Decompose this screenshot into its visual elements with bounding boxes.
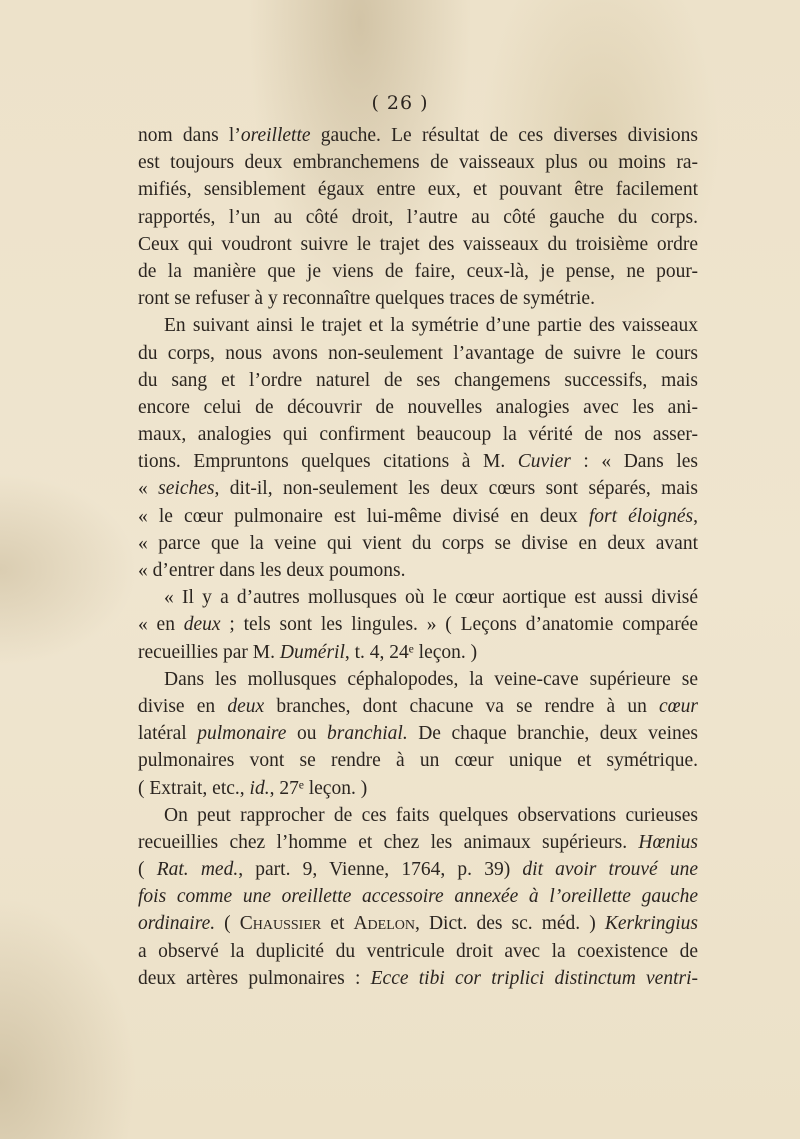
text-run: divise en xyxy=(138,695,228,717)
italic-text: id. xyxy=(249,777,270,799)
small-caps-text: Chaussier xyxy=(239,913,322,935)
text-run: On peut rapprocher de ces faits quelques observations curieuses xyxy=(164,804,698,826)
text-line xyxy=(138,557,698,584)
text-run: « parce que la veine qui vient du corps se divise en deux avant xyxy=(138,532,698,554)
text-run: En suivant ainsi le trajet et la symétrie d’une partie des vaisseaux xyxy=(164,315,698,337)
text-run: est toujours deux embranchemens de vaisseaux plus ou moins ra- xyxy=(138,152,698,174)
text-line xyxy=(138,965,698,992)
text-run: , dit-il, non-seulement les deux cœurs sont séparés, mais xyxy=(214,478,699,500)
text-line xyxy=(138,666,698,693)
text-line xyxy=(138,938,698,965)
text-run: « d’entrer dans les deux poumons. xyxy=(138,560,406,581)
italic-text: seiches xyxy=(158,478,215,500)
text-line xyxy=(138,856,698,883)
text-line xyxy=(138,475,698,502)
small-caps-text: Adelon xyxy=(353,913,415,935)
text-line xyxy=(138,503,698,530)
body-text xyxy=(138,122,698,992)
text-line xyxy=(138,285,698,312)
text-line xyxy=(138,448,698,475)
text-line xyxy=(138,312,698,339)
text-line xyxy=(138,231,698,258)
text-run: et xyxy=(321,913,354,935)
text-run: du corps, nous avons non-seulement l’avantage de suivre le cours xyxy=(138,342,698,364)
text-run: « Il y a d’autres mollusques où le cœur aortique est aussi divisé xyxy=(164,587,698,609)
text-run: « en xyxy=(138,614,184,636)
text-run: nom dans l’ xyxy=(138,125,241,146)
italic-text: Ecce tibi cor triplici distinctum ventri- xyxy=(370,967,698,989)
italic-text: dit avoir trouvé une xyxy=(522,859,698,881)
text-line xyxy=(138,910,698,937)
text-run: tions. Empruntons quelques citations à M. xyxy=(138,451,518,473)
italic-text: deux xyxy=(183,614,221,636)
text-run: ; tels sont les lingules. » ( Leçons d’anatomie comparée xyxy=(220,614,699,636)
text-line xyxy=(138,421,698,448)
text-line xyxy=(138,720,698,747)
text-line xyxy=(138,340,698,367)
text-line xyxy=(138,883,698,910)
italic-text: branchial. xyxy=(326,723,408,745)
text-line xyxy=(138,367,698,394)
text-run: ou xyxy=(286,723,327,745)
italic-text: oreillette xyxy=(240,125,311,146)
text-run: recueillies par M. xyxy=(138,641,280,663)
text-run: rapportés, l’un au côté droit, l’autre au côté gauche du corps. xyxy=(138,206,698,228)
text-run: recueillies chez l’homme et chez les animaux supérieurs. xyxy=(138,831,639,853)
text-run: « le cœur pulmonaire est lui-même divisé en deux xyxy=(138,505,589,527)
text-line xyxy=(138,176,698,203)
text-run: De chaque branchie, deux veines xyxy=(407,723,698,745)
text-line xyxy=(138,829,698,856)
text-run: , Dict. des sc. méd. ) xyxy=(415,913,605,935)
text-line xyxy=(138,747,698,774)
text-run: Dans les mollusques céphalopodes, la veine-cave supérieure se xyxy=(164,668,698,690)
italic-text: pulmonaire xyxy=(197,723,287,745)
text-line xyxy=(138,394,698,421)
text-run: , xyxy=(693,505,698,527)
text-run: ( Extrait, etc., xyxy=(138,777,250,799)
italic-text: fois comme une oreillette accessoire annexée à l’oreillette gauche xyxy=(138,886,698,908)
text-line xyxy=(138,611,698,638)
page-number: ( 26 ) xyxy=(371,92,429,114)
italic-text: Rat. med. xyxy=(156,859,239,881)
italic-text: Duméril xyxy=(279,641,345,663)
text-run: : « Dans les xyxy=(570,451,698,473)
italic-text: fort éloignés xyxy=(588,505,694,527)
italic-text: Kerkringius xyxy=(604,913,698,935)
italic-text: Hœnius xyxy=(638,831,698,853)
text-run: a observé la duplicité du ventricule droit avec la coexistence de xyxy=(138,940,698,962)
text-run: pulmonaires vont se rendre à un cœur unique et symétrique. xyxy=(138,750,698,772)
text-run: branches, dont chacune va se rendre à un xyxy=(264,695,659,717)
text-run: mifiés, sensiblement égaux entre eux, et pouvant être facilement xyxy=(138,179,698,201)
text-run: , t. 4, 24ᵉ leçon. ) xyxy=(344,641,478,663)
text-line xyxy=(138,639,698,666)
text-run: gauche. Le résultat de ces diverses divisions xyxy=(310,125,698,146)
text-line xyxy=(138,802,698,829)
text-line xyxy=(138,204,698,231)
text-run: de la manière que je viens de faire, ceux-là, je pense, ne pour- xyxy=(138,260,698,282)
text-line xyxy=(138,775,698,802)
text-run: ront se refuser à y reconnaître quelques traces de symétrie. xyxy=(138,288,595,310)
italic-text: ordinaire. xyxy=(138,913,216,935)
text-run: ( xyxy=(215,913,240,935)
text-run: encore celui de découvrir de nouvelles analogies avec les ani- xyxy=(138,396,698,418)
italic-text: deux xyxy=(227,695,265,717)
text-run: deux artères pulmonaires : xyxy=(138,967,371,989)
text-line xyxy=(138,149,698,176)
text-run: « xyxy=(138,478,159,500)
text-line xyxy=(138,258,698,285)
text-line xyxy=(138,122,698,149)
text-run: maux, analogies qui confirment beaucoup la vérité de nos asser- xyxy=(138,424,698,446)
text-run: latéral xyxy=(138,723,198,745)
text-run: du sang et l’ordre naturel de ses changemens successifs, mais xyxy=(138,369,698,391)
text-line xyxy=(138,584,698,611)
text-line xyxy=(138,530,698,557)
text-run: , part. 9, Vienne, 1764, p. 39) xyxy=(238,859,523,881)
text-line xyxy=(138,693,698,720)
italic-text: cœur xyxy=(659,695,698,717)
text-run: ( xyxy=(138,859,157,881)
italic-text: Cuvier xyxy=(517,451,571,473)
text-run: , 27ᵉ leçon. ) xyxy=(269,777,368,799)
text-run: Ceux qui voudront suivre le trajet des vaisseaux du troisième ordre xyxy=(138,233,698,255)
